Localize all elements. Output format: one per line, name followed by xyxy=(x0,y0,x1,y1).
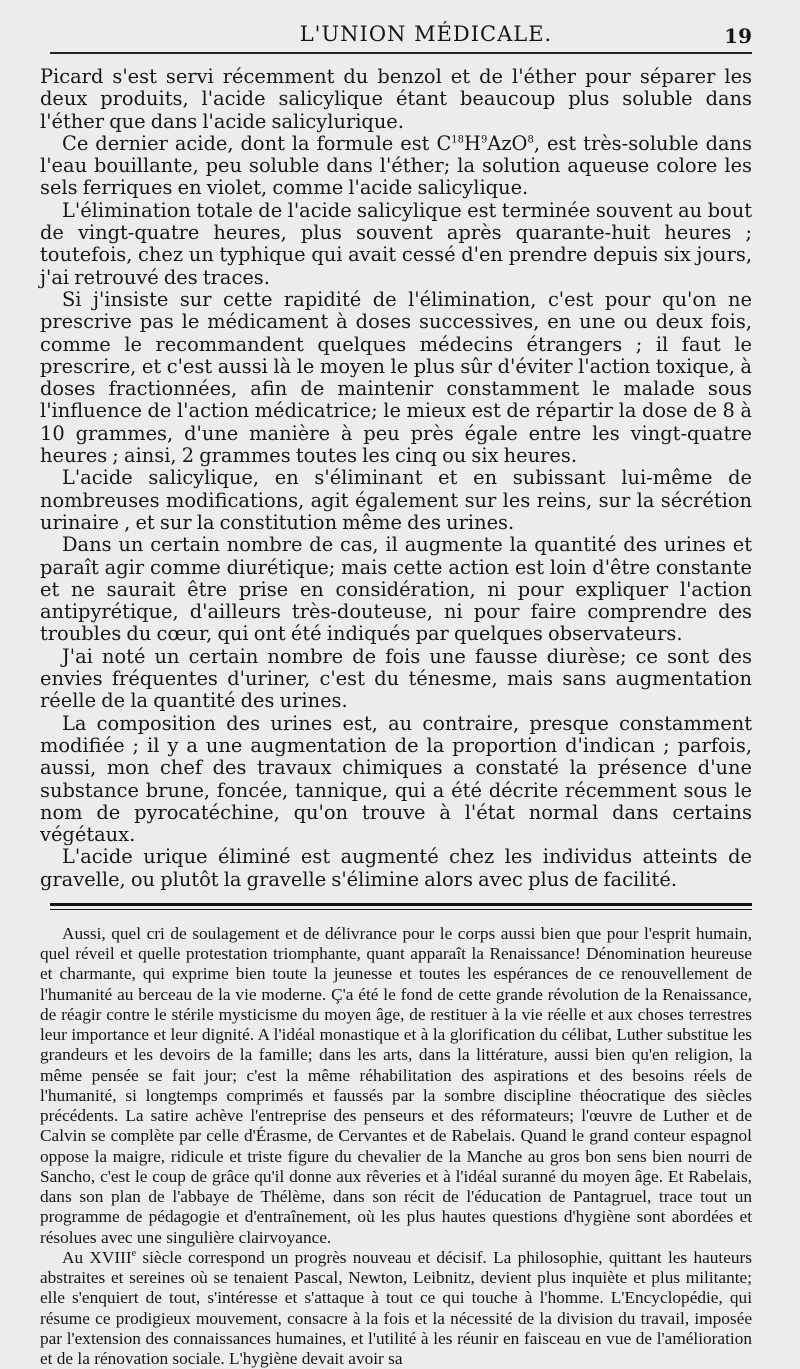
journal-title: L'UNION MÉDICALE. xyxy=(299,22,553,46)
text: siècle correspond un progrès nouveau et décisif. La philosophie, quittant les hauteurs abstraites et sereines où se tenaient Pascal, Newton, Leibnitz, devient plus inquiète et plus militante; elle s'enquiert de tout, s'intéresse et s'attaque à tout ce qui touche à l'homme. L'Encyclopédie, qui résume ce prodigieux mouvement, consacre à la fois et la nécessité de la division du travail, imposée par l'extension des connaissances humaines, et l'utilité à les réunir en faisceau en vue de l'amélioration et de la rénovation sociale. L'hygiène devait avoir sa xyxy=(40,1247,752,1369)
running-header xyxy=(40,18,752,52)
paragraph: La composition des urines est, au contraire, presque constamment modifiée ; il y a une augmentation de la proportion d'indican ; parfois, aussi, mon chef des travaux chimiques a constaté la présence d'une substance brune, foncée, tannique, qui a été décrite récemment sous le nom de pyrocatéchine, qu'on trouve à l'état normal dans certains végétaux. xyxy=(40,711,752,847)
text: AzO xyxy=(487,131,528,155)
paragraph: L'acide urique éliminé est augmenté chez les individus atteints de gravelle, ou plutôt la gravelle s'élimine alors avec plus de facilité. xyxy=(40,845,752,891)
text: H xyxy=(464,131,481,155)
paragraph: J'ai noté un certain nombre de fois une fausse diurèse; ce sont des envies fréquentes d'uriner, c'est du ténesme, mais sans augmentation réelle de la quantité des urines. xyxy=(40,644,752,713)
paragraph: L'acide salicylique, en s'éliminant et en subissant lui-même de nombreuses modifications, agit également sur les reins, sur la sécrétion urinaire , et sur la constitution même des urines. xyxy=(40,466,752,534)
paragraph: Si j'insiste sur cette rapidité de l'élimination, c'est pour qu'on ne prescrive pas le médicament à doses successives, en une ou deux fois, comme le recommandent quelques médecins étrangers ; il faut le prescrire, et c'est aussi là le moyen le plus sûr d'éviter l'action toxique, à doses fractionnées, afin de maintenir constamment le malade sous l'influence de l'action médicatrice; le mieux est de répartir la dose de 8 à 10 grammes, d'une manière à peu près égale entre les vingt-quatre heures ; ainsi, 2 grammes toutes les cinq ou six heures. xyxy=(40,287,752,468)
paragraph: Dans un certain nombre de cas, il augmente la quantité des urines et paraît agir comme diurétique; mais cette action est loin d'être constante et ne saurait être prise en considération, ni pour expliquer l'action antipyrétique, d'ailleurs très-douteuse, ni pour faire comprendre des troubles du cœur, qui ont été indiqués par quelques observateurs. xyxy=(40,533,752,646)
paragraph: Picard s'est servi récemment du benzol et de l'éther pour séparer les deux produits, l'acide salicylique étant beaucoup plus soluble dans l'éther que dans l'acide salicylurique. xyxy=(40,65,752,133)
superscript: 8 xyxy=(527,134,534,146)
superscript: e xyxy=(131,1248,137,1260)
section-divider xyxy=(50,903,752,910)
page-number: 19 xyxy=(724,24,752,48)
feuilleton xyxy=(40,924,752,1369)
superscript: 18 xyxy=(451,134,465,146)
century-numeral: XVIII xyxy=(89,1247,132,1267)
paragraph-formula xyxy=(40,133,752,200)
paragraph-century xyxy=(40,1248,752,1369)
paragraph: L'élimination totale de l'acide salicylique est terminée souvent au bout de vingt-quatre heures, plus souvent après quarante-huit heures ; toutefois, chez un typhique qui avait cessé d'en prendre depuis six jours, j'ai retrouvé des traces. xyxy=(40,198,752,289)
main-article xyxy=(40,66,752,891)
header-rule xyxy=(50,52,752,54)
text: Au xyxy=(62,1247,90,1267)
text: Ce dernier acide, dont la formule est C xyxy=(62,131,452,155)
text: , est très-soluble dans l'eau bouillante, peu soluble dans l'éther; la solution aqueuse colore les sels ferriques en violet, comme l'acide salicylique. xyxy=(40,131,752,200)
superscript: 9 xyxy=(480,134,488,146)
paragraph: Aussi, quel cri de soulagement et de délivrance pour le corps aussi bien que pour l'esprit humain, quel réveil et quelle protestation triomphante, quant apparaît la Renaissance! Dénomination heureuse et charmante, qui exprime bien toute la jeunesse et toutes les espérances de ce renouvellement de l'humanité au berceau de la vie moderne. Ç'a été le fond de cette grande révolution de la Renaissance, de réagir contre le stérile mysticisme du moyen âge, de restituer à la vie réelle et aux choses terrestres leur importance et leur dignité. A l'idéal monastique et à la glorification du célibat, Luther substitue les grandeurs et les devoirs de la famille; dans les arts, dans la littérature, aussi bien qu'en religion, la même pensée se fait jour; c'est la même réhabilitation des aspirations et des besoins réels de l'humanité, si longtemps comprimés et faussés par la sombre discipline théocratique des siècles précédents. La satire achève l'entreprise des penseurs et des réformateurs; l'œuvre de Luther et de Calvin se complète par celle d'Érasme, de Cervantes et de Rabelais. Quand le grand conteur espagnol oppose la maigre, ridicule et triste figure du chevalier de la Manche au gros bon sens bien nourri de Sancho, c'est le coup de grâce qu'il donne aux rêveries et à l'idéal suranné du moyen âge. Et Rabelais, dans son plan de l'abbaye de Thélème, dans son récit de l'éducation de Pantagruel, trace tout un programme de pédagogie et d'entraînement, où les plus hautes questions d'hygiène sont abordées et résolues avec une singulière clairvoyance. xyxy=(40,923,752,1247)
